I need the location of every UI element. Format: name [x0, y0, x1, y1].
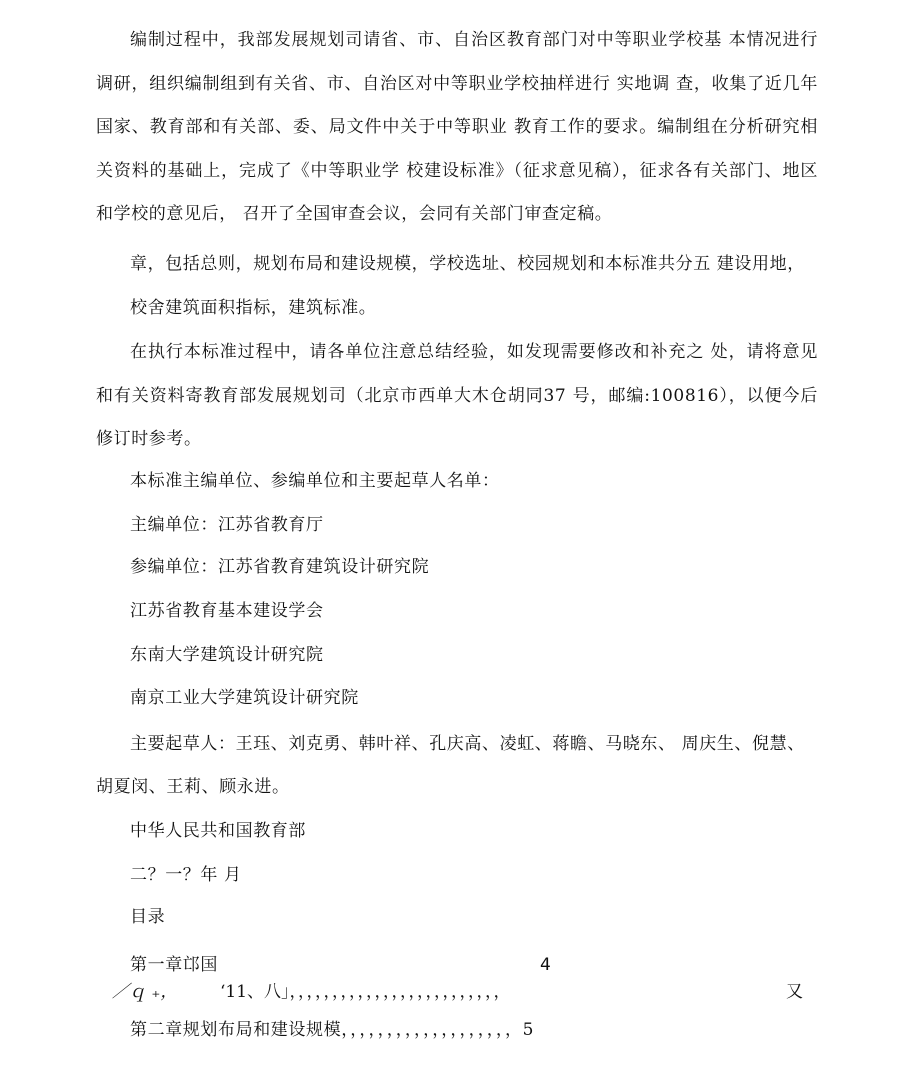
issue-date: 二？一？年 月: [130, 865, 242, 885]
toc-title: 目录: [130, 907, 166, 927]
participating-unit-4: 南京工业大学建筑设计研究院: [130, 688, 359, 708]
chief-editing-unit: 主编单位：江苏省教育厅: [130, 515, 324, 535]
toc-chapter-1-page: 4: [540, 955, 551, 975]
issuing-ministry: 中华人民共和国教育部: [130, 821, 306, 841]
toc-garble-end: 又: [786, 982, 803, 1002]
participating-unit: 参编单位：江苏省教育建筑设计研究院: [130, 557, 430, 577]
units-heading: 本标准主编单位、参编单位和主要起草人名单：: [130, 471, 500, 491]
paragraph-chapters-continued: 校舍建筑面积指标，建筑标准。: [130, 298, 377, 318]
toc-chapter-1-label: 第一章邙国: [130, 955, 218, 975]
toc-chapter-2: 第二章规划布局和建设规模，，，，，，，，，，，，，，，，，，，5: [130, 1020, 535, 1040]
paragraph-compilation-process: 编制过程中，我部发展规划司请省、市、自治区教育部门对中等职业学校基 本情况进行调研，组织编制组到有关省、市、自治区对中等职业学校抽样进行 实地调 查，收集了近几年国家、教育部和有关部、委、局文件中关于中等职业 教育工作的要求。编制组在分析研究相关资料的基础上，完成了《中等职业学 校建设标准》（征求意见稿），征求各有关部门、地区和学校的意见后， 召开了全国审查会议，会同有关部门审查定稿。: [96, 30, 818, 225]
paragraph-chapters: 章，包括总则，规划布局和建设规模，学校选址、校园规划和本标准共分五 建设用地，: [130, 254, 805, 274]
toc-leader-dots: ‘11、八」，，，，，，，，，，，，，，，，，，，，，，，，，: [220, 982, 511, 1002]
drafters-list: 主要起草人：王珏、刘克勇、韩叶祥、孔庆高、凌虹、蒋瞻、马晓东、 周庆生、倪慧、: [130, 734, 805, 754]
paragraph-feedback-request: 在执行本标准过程中，请各单位注意总结经验，如发现需要修改和补充之 处，请将意见和有关资料寄教育部发展规划司（北京市西单大木仓胡同37 号，邮编:100816），以便今后修订时参考。: [96, 342, 818, 450]
drafters-list-continued: 胡夏闵、王莉、顾永进。: [96, 777, 290, 797]
participating-unit-2: 江苏省教育基本建设学会: [130, 601, 324, 621]
participating-unit-3: 东南大学建筑设计研究院: [130, 645, 324, 665]
toc-garble-fragment: ／ｑ ₊，: [112, 982, 178, 1002]
